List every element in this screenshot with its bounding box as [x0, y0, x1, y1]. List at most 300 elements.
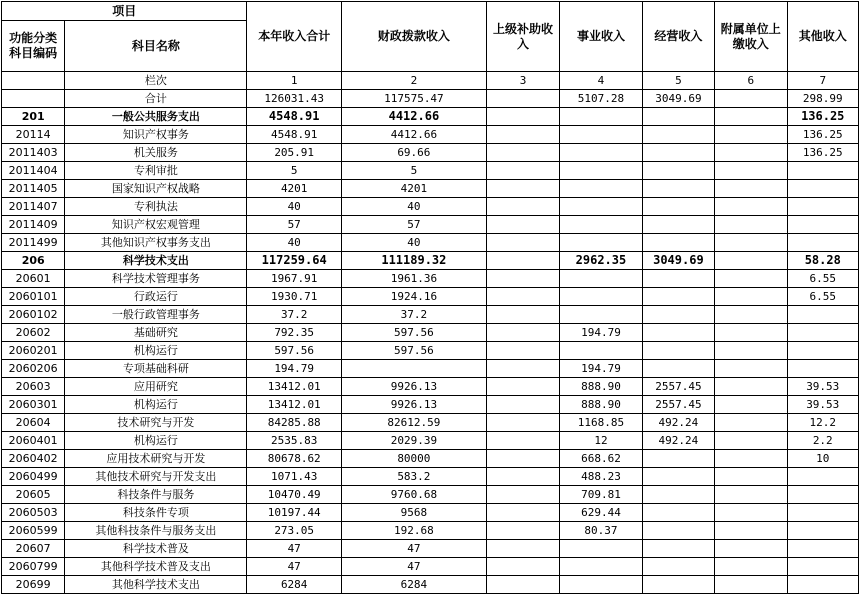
- row-value: 888.90: [560, 378, 642, 396]
- row-value: 5107.28: [560, 90, 642, 108]
- row-code: 2060102: [2, 306, 65, 324]
- row-value: [642, 234, 714, 252]
- row-value: 10470.49: [247, 486, 342, 504]
- header-col-4: 事业收入: [560, 2, 642, 72]
- row-name: 一般公共服务支出: [65, 108, 247, 126]
- row-value: [486, 180, 559, 198]
- row-value: 6.55: [787, 270, 859, 288]
- income-table: [1, 1, 859, 594]
- row-name: 科学技术普及: [65, 540, 247, 558]
- row-name: 其他科技条件与服务支出: [65, 522, 247, 540]
- row-value: 2557.45: [642, 378, 714, 396]
- row-value: [560, 126, 642, 144]
- row-value: [486, 522, 559, 540]
- row-value: 1924.16: [341, 288, 486, 306]
- row-value: [486, 144, 559, 162]
- row-name: 国家知识产权战略: [65, 180, 247, 198]
- header-col-1: 本年收入合计: [247, 2, 342, 72]
- row-name: 专利审批: [65, 162, 247, 180]
- row-value: 5: [341, 162, 486, 180]
- row-value: 136.25: [787, 126, 859, 144]
- row-value: [715, 486, 787, 504]
- row-value: 136.25: [787, 144, 859, 162]
- row-value: [486, 126, 559, 144]
- row-value: [560, 270, 642, 288]
- row-name: 机构运行: [65, 342, 247, 360]
- row-name: 机关服务: [65, 144, 247, 162]
- row-value: 58.28: [787, 252, 859, 270]
- row-value: [560, 288, 642, 306]
- header-code: 功能分类科目编码: [2, 21, 65, 72]
- row-value: 37.2: [341, 306, 486, 324]
- row-value: 69.66: [341, 144, 486, 162]
- row-value: [642, 342, 714, 360]
- table-row: [2, 270, 859, 288]
- row-value: [715, 342, 787, 360]
- row-value: [787, 558, 859, 576]
- row-value: 40: [247, 234, 342, 252]
- row-value: [486, 270, 559, 288]
- row-code: 20603: [2, 378, 65, 396]
- row-value: [715, 288, 787, 306]
- row-value: 4412.66: [341, 126, 486, 144]
- row-value: [486, 252, 559, 270]
- row-value: 84285.88: [247, 414, 342, 432]
- row-value: 4548.91: [247, 108, 342, 126]
- table-row: [2, 198, 859, 216]
- row-value: [642, 360, 714, 378]
- row-code: 20601: [2, 270, 65, 288]
- table-row: [2, 486, 859, 504]
- row-name: 技术研究与开发: [65, 414, 247, 432]
- table-body: [2, 90, 859, 594]
- header-col-5: 经营收入: [642, 2, 714, 72]
- row-name: 其他科学技术普及支出: [65, 558, 247, 576]
- row-code: 2011403: [2, 144, 65, 162]
- row-value: [642, 198, 714, 216]
- row-value: [715, 162, 787, 180]
- row-value: 82612.59: [341, 414, 486, 432]
- table-row: [2, 504, 859, 522]
- row-value: 488.23: [560, 468, 642, 486]
- row-value: 492.24: [642, 432, 714, 450]
- row-value: 9926.13: [341, 396, 486, 414]
- row-value: 2557.45: [642, 396, 714, 414]
- table-row: [2, 360, 859, 378]
- row-code: 2060101: [2, 288, 65, 306]
- row-name: 基础研究: [65, 324, 247, 342]
- row-value: [486, 486, 559, 504]
- row-value: 4201: [341, 180, 486, 198]
- row-code: 20604: [2, 414, 65, 432]
- row-value: [560, 180, 642, 198]
- row-value: [715, 450, 787, 468]
- row-value: 2962.35: [560, 252, 642, 270]
- row-value: 9568: [341, 504, 486, 522]
- row-value: [486, 324, 559, 342]
- row-value: [787, 342, 859, 360]
- row-value: 4201: [247, 180, 342, 198]
- row-name: 科学技术管理事务: [65, 270, 247, 288]
- row-name: 一般行政管理事务: [65, 306, 247, 324]
- table-row: [2, 306, 859, 324]
- row-value: [787, 468, 859, 486]
- table-row: [2, 378, 859, 396]
- row-value: 298.99: [787, 90, 859, 108]
- table-row: [2, 450, 859, 468]
- row-value: 888.90: [560, 396, 642, 414]
- row-value: [486, 306, 559, 324]
- row-value: 40: [341, 234, 486, 252]
- row-value: [715, 198, 787, 216]
- row-value: 40: [247, 198, 342, 216]
- row-code: 2060301: [2, 396, 65, 414]
- row-value: 2535.83: [247, 432, 342, 450]
- row-value: 273.05: [247, 522, 342, 540]
- row-value: [642, 504, 714, 522]
- row-value: [560, 198, 642, 216]
- row-name: 知识产权事务: [65, 126, 247, 144]
- row-value: [486, 108, 559, 126]
- row-name: 科技条件专项: [65, 504, 247, 522]
- table-row: [2, 414, 859, 432]
- lanci-num: 1: [247, 72, 342, 90]
- table-row: [2, 342, 859, 360]
- row-value: 5: [247, 162, 342, 180]
- row-value: [642, 144, 714, 162]
- row-name: 知识产权宏观管理: [65, 216, 247, 234]
- row-value: [486, 558, 559, 576]
- row-value: [642, 162, 714, 180]
- row-value: [787, 360, 859, 378]
- row-value: 47: [247, 558, 342, 576]
- row-value: [486, 360, 559, 378]
- row-name: 科学技术支出: [65, 252, 247, 270]
- row-value: 39.53: [787, 396, 859, 414]
- row-value: [642, 468, 714, 486]
- row-value: [486, 468, 559, 486]
- row-value: [560, 216, 642, 234]
- row-value: [642, 108, 714, 126]
- header-col-7: 其他收入: [787, 2, 859, 72]
- lanci-num: 3: [486, 72, 559, 90]
- row-value: 80000: [341, 450, 486, 468]
- table-row: [2, 522, 859, 540]
- row-value: [715, 108, 787, 126]
- row-value: 126031.43: [247, 90, 342, 108]
- row-code: 20699: [2, 576, 65, 594]
- row-value: [560, 306, 642, 324]
- row-value: 2029.39: [341, 432, 486, 450]
- table-row: [2, 180, 859, 198]
- lanci-num: 7: [787, 72, 859, 90]
- table-row: [2, 252, 859, 270]
- row-code: 2060499: [2, 468, 65, 486]
- row-value: 583.2: [341, 468, 486, 486]
- row-code: 20602: [2, 324, 65, 342]
- table-row: [2, 396, 859, 414]
- row-value: [486, 198, 559, 216]
- row-value: [715, 540, 787, 558]
- row-name: 应用研究: [65, 378, 247, 396]
- row-value: [642, 180, 714, 198]
- row-value: [715, 324, 787, 342]
- row-value: 136.25: [787, 108, 859, 126]
- table-row: [2, 558, 859, 576]
- row-value: [787, 198, 859, 216]
- row-code: 2060599: [2, 522, 65, 540]
- row-code: 2011404: [2, 162, 65, 180]
- table-row: [2, 540, 859, 558]
- row-value: 597.56: [341, 342, 486, 360]
- row-value: [715, 306, 787, 324]
- row-value: [715, 396, 787, 414]
- row-value: 57: [341, 216, 486, 234]
- row-value: [642, 324, 714, 342]
- row-value: 13412.01: [247, 396, 342, 414]
- row-value: 80.37: [560, 522, 642, 540]
- row-name: 合计: [65, 90, 247, 108]
- row-value: 194.79: [247, 360, 342, 378]
- lanci-blank: [2, 72, 65, 90]
- header-project: 项目: [2, 2, 247, 21]
- lanci-label: 栏次: [65, 72, 247, 90]
- row-value: [787, 234, 859, 252]
- row-value: [787, 486, 859, 504]
- row-name: 机构运行: [65, 396, 247, 414]
- row-value: 1071.43: [247, 468, 342, 486]
- row-value: [642, 522, 714, 540]
- row-value: 47: [341, 540, 486, 558]
- row-value: [642, 270, 714, 288]
- row-value: 10197.44: [247, 504, 342, 522]
- row-value: 9760.68: [341, 486, 486, 504]
- row-value: 6284: [341, 576, 486, 594]
- row-value: [560, 234, 642, 252]
- lanci-num: 4: [560, 72, 642, 90]
- header-col-2: 财政拨款收入: [341, 2, 486, 72]
- row-value: [560, 576, 642, 594]
- row-value: 37.2: [247, 306, 342, 324]
- row-value: 39.53: [787, 378, 859, 396]
- row-value: [560, 558, 642, 576]
- row-value: 1930.71: [247, 288, 342, 306]
- row-code: 2060402: [2, 450, 65, 468]
- row-value: [486, 162, 559, 180]
- row-value: [560, 162, 642, 180]
- table-row: [2, 126, 859, 144]
- row-value: [715, 180, 787, 198]
- row-name: 其他科学技术支出: [65, 576, 247, 594]
- table-row: [2, 324, 859, 342]
- row-code: 2060799: [2, 558, 65, 576]
- row-value: 597.56: [341, 324, 486, 342]
- row-value: [560, 108, 642, 126]
- row-value: [642, 540, 714, 558]
- row-value: [486, 450, 559, 468]
- table-row: [2, 576, 859, 594]
- table-row: [2, 468, 859, 486]
- row-value: [715, 558, 787, 576]
- row-value: 117575.47: [341, 90, 486, 108]
- row-value: [787, 180, 859, 198]
- row-value: [486, 342, 559, 360]
- row-value: [715, 414, 787, 432]
- header-col-6: 附属单位上缴收入: [715, 2, 787, 72]
- row-value: [642, 486, 714, 504]
- row-value: [787, 162, 859, 180]
- row-name: 其他技术研究与开发支出: [65, 468, 247, 486]
- table-row: [2, 432, 859, 450]
- row-value: [486, 576, 559, 594]
- header-name: 科目名称: [65, 21, 247, 72]
- row-value: [486, 432, 559, 450]
- row-value: [787, 540, 859, 558]
- row-value: [715, 144, 787, 162]
- row-value: 57: [247, 216, 342, 234]
- row-value: [715, 378, 787, 396]
- row-value: [486, 540, 559, 558]
- row-value: 1967.91: [247, 270, 342, 288]
- row-value: [642, 450, 714, 468]
- row-value: [486, 216, 559, 234]
- row-name: 专利执法: [65, 198, 247, 216]
- row-value: [715, 90, 787, 108]
- row-name: 科技条件与服务: [65, 486, 247, 504]
- row-value: 9926.13: [341, 378, 486, 396]
- row-code: 20605: [2, 486, 65, 504]
- row-value: [642, 306, 714, 324]
- row-value: [715, 504, 787, 522]
- row-value: [715, 468, 787, 486]
- row-value: [560, 540, 642, 558]
- row-value: [787, 306, 859, 324]
- row-value: 47: [247, 540, 342, 558]
- row-value: 12: [560, 432, 642, 450]
- row-value: 40: [341, 198, 486, 216]
- row-value: 3049.69: [642, 90, 714, 108]
- row-code: 2060503: [2, 504, 65, 522]
- row-value: [715, 522, 787, 540]
- row-value: [787, 522, 859, 540]
- row-value: 6.55: [787, 288, 859, 306]
- row-value: [715, 360, 787, 378]
- row-code: 2011409: [2, 216, 65, 234]
- row-value: [486, 288, 559, 306]
- row-value: [642, 126, 714, 144]
- row-value: 1168.85: [560, 414, 642, 432]
- table-row: [2, 234, 859, 252]
- row-value: 3049.69: [642, 252, 714, 270]
- row-value: [560, 342, 642, 360]
- row-value: 13412.01: [247, 378, 342, 396]
- row-value: 192.68: [341, 522, 486, 540]
- row-value: 12.2: [787, 414, 859, 432]
- row-value: [715, 576, 787, 594]
- row-value: 47: [341, 558, 486, 576]
- row-value: 117259.64: [247, 252, 342, 270]
- row-value: 111189.32: [341, 252, 486, 270]
- row-value: 205.91: [247, 144, 342, 162]
- row-value: 629.44: [560, 504, 642, 522]
- lanci-num: 2: [341, 72, 486, 90]
- row-value: [787, 216, 859, 234]
- lanci-num: 6: [715, 72, 787, 90]
- row-code: 20607: [2, 540, 65, 558]
- row-code: 2060206: [2, 360, 65, 378]
- row-name: 应用技术研究与开发: [65, 450, 247, 468]
- header-col-3: 上级补助收入: [486, 2, 559, 72]
- table-row: [2, 144, 859, 162]
- row-value: 194.79: [560, 360, 642, 378]
- row-value: [642, 216, 714, 234]
- row-value: [486, 396, 559, 414]
- row-value: [341, 360, 486, 378]
- row-code: 20114: [2, 126, 65, 144]
- row-value: [486, 234, 559, 252]
- lanci-num: 5: [642, 72, 714, 90]
- row-value: 6284: [247, 576, 342, 594]
- row-code: [2, 90, 65, 108]
- row-value: [715, 126, 787, 144]
- row-code: 201: [2, 108, 65, 126]
- row-value: 597.56: [247, 342, 342, 360]
- row-value: [715, 270, 787, 288]
- row-code: 2011405: [2, 180, 65, 198]
- row-value: [642, 558, 714, 576]
- row-value: 10: [787, 450, 859, 468]
- row-code: 2060401: [2, 432, 65, 450]
- row-value: 4412.66: [341, 108, 486, 126]
- table-row: [2, 288, 859, 306]
- row-value: 4548.91: [247, 126, 342, 144]
- row-code: 2011499: [2, 234, 65, 252]
- table-row: [2, 216, 859, 234]
- row-value: [787, 504, 859, 522]
- row-value: [715, 234, 787, 252]
- row-value: [787, 324, 859, 342]
- row-value: [560, 144, 642, 162]
- row-value: [642, 288, 714, 306]
- row-code: 2060201: [2, 342, 65, 360]
- row-value: 492.24: [642, 414, 714, 432]
- row-value: 709.81: [560, 486, 642, 504]
- row-value: [787, 576, 859, 594]
- row-value: 668.62: [560, 450, 642, 468]
- table-row: [2, 162, 859, 180]
- row-name: 其他知识产权事务支出: [65, 234, 247, 252]
- row-value: 2.2: [787, 432, 859, 450]
- row-value: [715, 252, 787, 270]
- row-value: [486, 90, 559, 108]
- row-name: 专项基础科研: [65, 360, 247, 378]
- row-value: 792.35: [247, 324, 342, 342]
- row-value: [486, 378, 559, 396]
- row-value: [486, 414, 559, 432]
- table-row: [2, 90, 859, 108]
- row-value: [642, 576, 714, 594]
- row-code: 206: [2, 252, 65, 270]
- row-value: 194.79: [560, 324, 642, 342]
- table-row: [2, 108, 859, 126]
- row-value: [715, 216, 787, 234]
- row-value: 80678.62: [247, 450, 342, 468]
- row-value: [486, 504, 559, 522]
- row-value: 1961.36: [341, 270, 486, 288]
- row-code: 2011407: [2, 198, 65, 216]
- row-name: 行政运行: [65, 288, 247, 306]
- row-value: [715, 432, 787, 450]
